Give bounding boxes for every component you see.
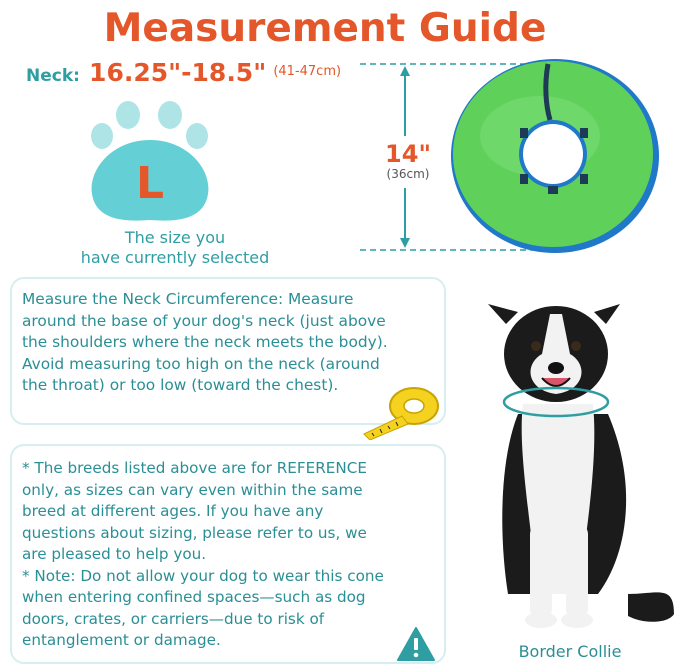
inflatable-cone-image bbox=[440, 56, 670, 256]
reference-notes-text: * The breeds listed above are for REFERENCE only, as sizes can vary even within the same breed at different ages. If you have any questions about sizing, please refer to us, we are pleased to help you. * Note: Do not allow your dog to wear this cone when entering confined spaces—such as dog doors, crates, or carriers—due to risk of entanglement or damage. bbox=[22, 459, 384, 649]
warning-icon bbox=[396, 626, 436, 662]
measuring-tape-icon bbox=[358, 384, 444, 440]
cone-height-cm: (36cm) bbox=[386, 167, 430, 181]
neck-size-row bbox=[26, 58, 341, 87]
reference-notes-box bbox=[10, 444, 446, 664]
selected-size-caption: The size you have currently selected bbox=[80, 228, 270, 267]
neck-range-cm: (41-47cm) bbox=[273, 64, 342, 79]
neck-label: Neck: bbox=[26, 66, 80, 86]
neck-range-inches: 16.25"-18.5" bbox=[89, 58, 267, 87]
border-collie-image bbox=[478, 294, 678, 639]
size-letter: L bbox=[135, 158, 165, 209]
page-title: Measurement Guide bbox=[103, 6, 547, 51]
cone-height-inches: 14" bbox=[385, 140, 431, 168]
paw-icon bbox=[80, 98, 220, 238]
measure-instructions-text: Measure the Neck Circumference: Measure around the base of your dog's neck (just above the shoulders where the neck meets the body). Avoid measuring too high on the neck (around the throat) or too low (toward the chest). bbox=[22, 290, 388, 395]
dog-breed-caption: Border Collie bbox=[518, 642, 622, 661]
